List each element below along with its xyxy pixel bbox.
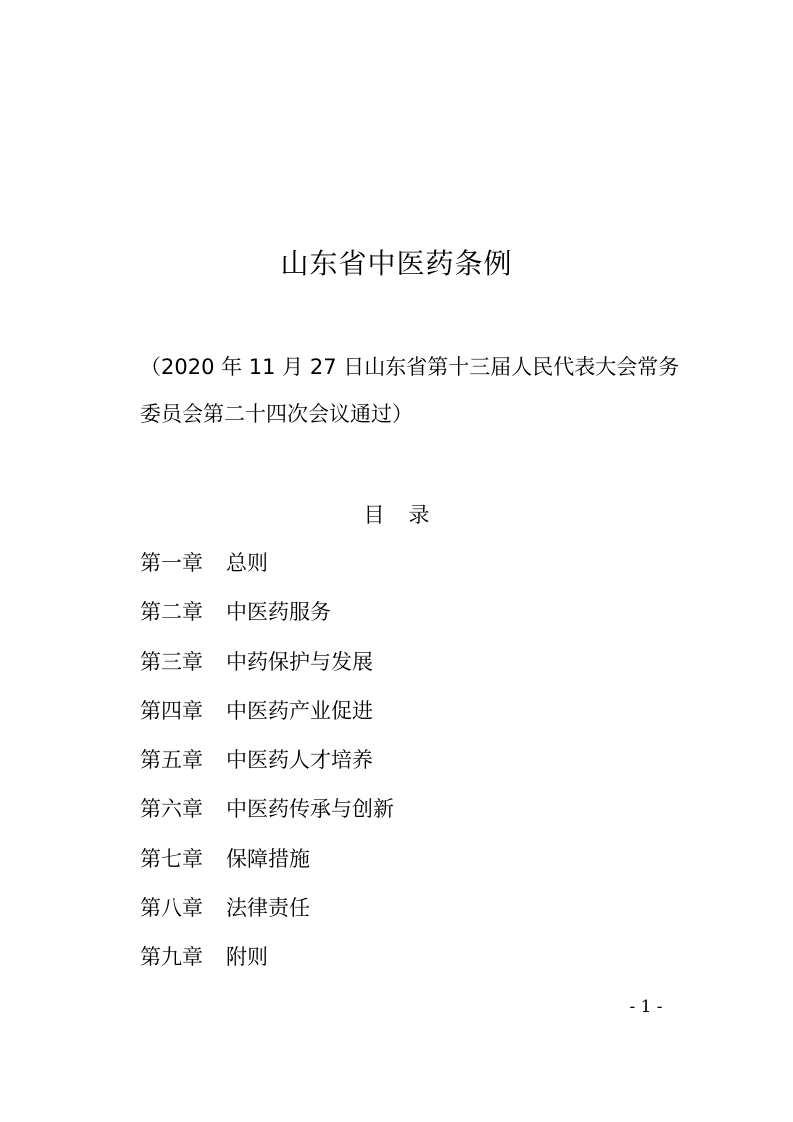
toc-chapter-name: 中医药服务 xyxy=(226,600,331,625)
toc-item xyxy=(140,696,394,745)
toc-chapter-number: 第七章 xyxy=(140,846,203,871)
toc-item xyxy=(140,942,394,991)
toc-chapter-name: 法律责任 xyxy=(226,896,310,921)
toc-heading-char-1: 目 xyxy=(363,503,385,527)
toc-chapter-number: 第一章 xyxy=(140,551,203,575)
toc-chapter-name: 附则 xyxy=(226,945,268,970)
table-of-contents xyxy=(140,548,394,992)
toc-item xyxy=(140,844,394,893)
toc-item xyxy=(140,745,394,794)
page-number: - 1 - xyxy=(629,997,663,1017)
toc-item xyxy=(140,548,394,597)
toc-chapter-name: 中药保护与发展 xyxy=(226,649,373,674)
document-title: 山东省中医药条例 xyxy=(280,247,513,280)
toc-chapter-number: 第四章 xyxy=(140,698,203,723)
toc-chapter-number: 第九章 xyxy=(140,945,203,970)
toc-chapter-number: 第三章 xyxy=(140,649,203,674)
toc-chapter-name: 中医药产业促进 xyxy=(226,698,373,723)
toc-chapter-name: 保障措施 xyxy=(226,846,310,871)
toc-chapter-number: 第五章 xyxy=(140,748,203,773)
toc-chapter-name: 中医药传承与创新 xyxy=(226,797,394,822)
toc-item xyxy=(140,647,394,696)
toc-heading-char-2: 录 xyxy=(408,503,430,527)
toc-chapter-name: 总则 xyxy=(226,551,268,575)
toc-chapter-name: 中医药人才培养 xyxy=(226,748,373,773)
toc-item xyxy=(140,893,394,942)
adoption-note-line-2: 委员会第二十四次会议通过） xyxy=(140,402,413,426)
adoption-note-line-1: （2020 年 11 月 27 日山东省第十三届人民代表大会常务 xyxy=(140,355,680,379)
toc-item xyxy=(140,597,394,646)
toc-chapter-number: 第八章 xyxy=(140,896,203,921)
toc-item xyxy=(140,794,394,843)
table-of-contents-heading xyxy=(0,500,793,530)
toc-chapter-number: 第六章 xyxy=(140,797,203,822)
toc-chapter-number: 第二章 xyxy=(140,600,203,625)
